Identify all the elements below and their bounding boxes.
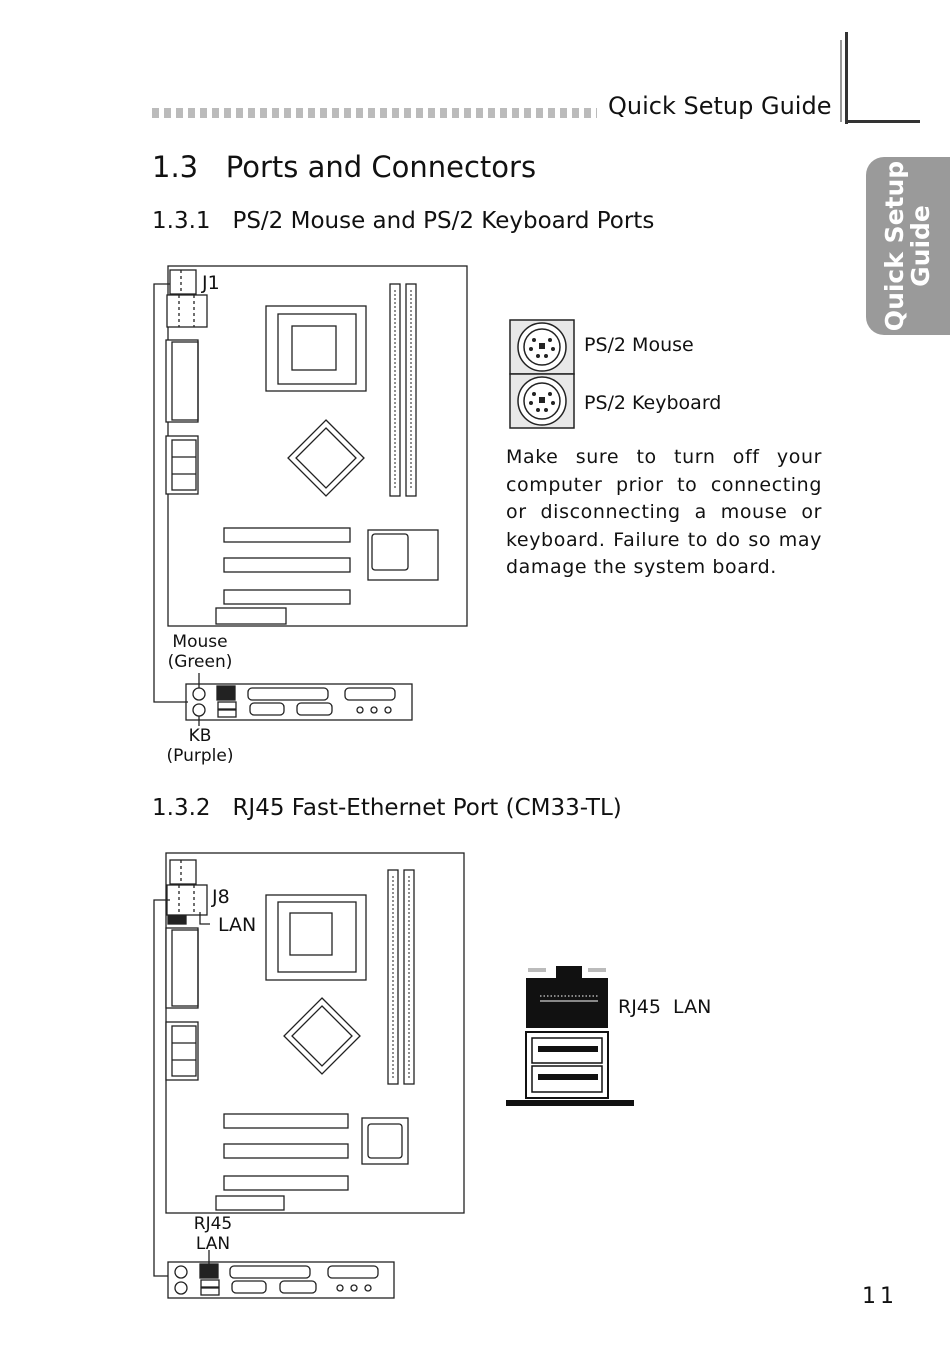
header-title: Quick Setup Guide	[608, 92, 832, 120]
side-tab-label: Quick Setup Guide	[880, 160, 935, 332]
ps2-keyboard-label: PS/2 Keyboard	[584, 392, 722, 414]
rj45-lan-label: RJ45 LAN	[618, 996, 712, 1018]
page-number: 11	[862, 1284, 898, 1309]
mouse-label: Mouse (Green)	[167, 632, 233, 672]
ps2-connectors-icon	[508, 318, 578, 430]
kb-label: KB (Purple)	[166, 726, 234, 766]
lan-label: LAN	[218, 914, 257, 936]
rj45-usb-icon	[502, 962, 638, 1110]
corner-mark-horizontal	[845, 120, 920, 123]
j1-label: J1	[202, 272, 220, 294]
ps2-mouse-label: PS/2 Mouse	[584, 334, 694, 356]
corner-mark-vertical	[845, 32, 848, 124]
caution-note: Make sure to turn off your computer prior to connecting or disconnecting a mouse or keyboard. Failure to do so may damage the system board.	[506, 446, 822, 578]
subsection-2-title: 1.3.2 RJ45 Fast-Ethernet Port (CM33-TL)	[152, 795, 622, 821]
section-title: 1.3 Ports and Connectors	[152, 150, 537, 184]
j8-label: J8	[212, 886, 230, 908]
rj45-lan-board-label: RJ45 LAN	[193, 1214, 233, 1254]
header-dotted-rule	[152, 108, 597, 118]
subsection-1-title: 1.3.1 PS/2 Mouse and PS/2 Keyboard Ports	[152, 208, 655, 234]
corner-mark-inner	[840, 40, 842, 122]
